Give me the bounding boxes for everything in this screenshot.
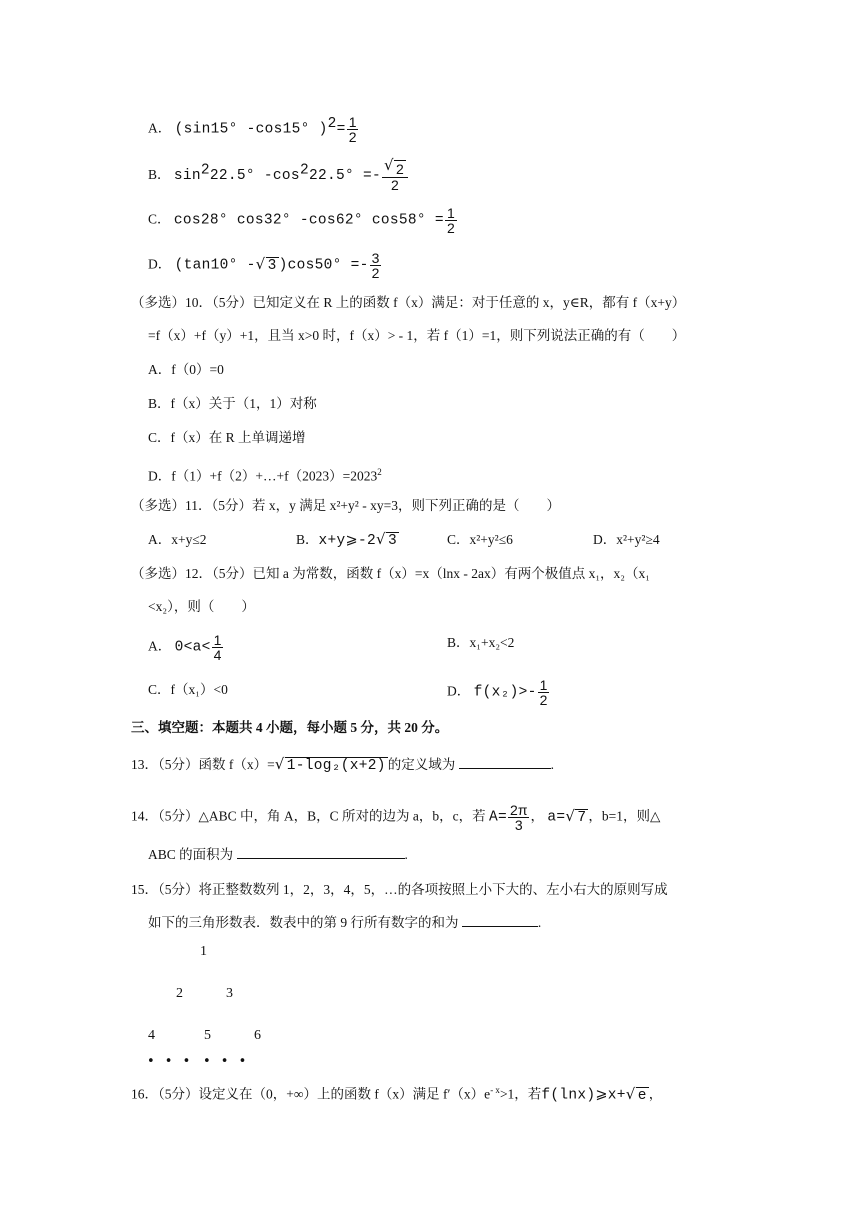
radical: √ 3 bbox=[375, 530, 397, 549]
q11-stem: （多选）11．（5分）若 x，y 满足 x²+y² - xy=3，则下列正确的是（ ） bbox=[131, 498, 560, 513]
option-label: A． bbox=[148, 120, 172, 136]
triangle-cell: 2 bbox=[176, 986, 183, 1001]
fraction bbox=[508, 803, 529, 832]
question-text: ，b=1，则△ bbox=[588, 808, 661, 824]
q15-line2 bbox=[148, 913, 541, 933]
q12-option-c: C．f（x₁）<0 bbox=[148, 682, 228, 697]
radicand: 2 bbox=[395, 161, 404, 177]
punctuation: . bbox=[537, 915, 542, 930]
punctuation: . bbox=[550, 757, 554, 772]
frac-denominator: 2 bbox=[390, 177, 399, 193]
superscript: 2 bbox=[200, 162, 210, 179]
ellipsis-dots: • • • bbox=[147, 1054, 194, 1069]
answer-blank[interactable] bbox=[459, 756, 551, 769]
question-text: 14．（5分）△ABC 中，角 A，B，C 所对的边为 a，b，c，若 bbox=[131, 808, 486, 824]
q12-stem-line2: <x₂），则（ ） bbox=[148, 599, 255, 614]
math-expr: )cos50° =- bbox=[278, 257, 369, 274]
frac-numerator: 1 bbox=[213, 632, 222, 648]
option-label: C． bbox=[148, 211, 171, 227]
frac-numerator: 1 bbox=[446, 205, 455, 221]
ellipsis-dots: • • • bbox=[203, 1054, 250, 1069]
answer-blank[interactable] bbox=[237, 846, 405, 859]
radical: √ 7 bbox=[565, 806, 587, 826]
radical: √ 1-log₂(x+2) bbox=[274, 755, 386, 774]
radical: √ 3 bbox=[255, 254, 277, 274]
q9-option-d bbox=[148, 251, 382, 280]
section-heading: 三、填空题：本题共 4 小题，每小题 5 分，共 20 分。 bbox=[131, 720, 449, 735]
math-expr: sin bbox=[173, 168, 201, 185]
frac-numerator: 1 bbox=[539, 677, 548, 693]
q14-line2 bbox=[148, 845, 408, 865]
q9-option-a bbox=[148, 114, 359, 144]
math-expr: = bbox=[336, 121, 346, 138]
punctuation: ， bbox=[648, 1086, 663, 1102]
punctuation: . bbox=[404, 847, 408, 862]
q12-option-b: B．x₁+x₂<2 bbox=[447, 635, 515, 650]
triangle-cell: 6 bbox=[254, 1028, 261, 1043]
math-expr: f(lnx)⩾x+ bbox=[541, 1087, 626, 1104]
math-expr: x+y⩾-2 bbox=[318, 533, 376, 549]
fraction bbox=[382, 156, 408, 193]
fraction bbox=[347, 115, 359, 144]
radicand: 7 bbox=[577, 809, 587, 826]
math-expr: (tan10° - bbox=[174, 257, 256, 274]
frac-numerator: 1 bbox=[348, 113, 357, 130]
q11-option-c: C．x²+y²≤6 bbox=[447, 532, 513, 547]
option-label: B． bbox=[148, 167, 171, 183]
superscript: 2 bbox=[377, 467, 382, 477]
q10-option-a: A．f（0）=0 bbox=[148, 362, 224, 377]
question-text: 16．（5分）设定义在（0，+∞）上的函数 f（x）满足 f′（x）e bbox=[131, 1086, 491, 1102]
answer-blank[interactable] bbox=[462, 914, 538, 927]
q10-option-b: B．f（x）关于（1，1）对称 bbox=[148, 396, 317, 411]
q10-stem-line1: （多选）10．（5分）已知定义在 R 上的函数 f（x）满足：对于任意的 x，y∈R，都有 f（x+y） bbox=[131, 295, 686, 310]
superscript: 2 bbox=[299, 162, 309, 179]
option-label: B． bbox=[296, 532, 319, 547]
q9-option-b bbox=[148, 156, 409, 193]
question-text: 如下的三角形数表．数表中的第 9 行所有数字的和为 bbox=[148, 915, 459, 930]
fraction bbox=[212, 633, 224, 662]
math-expr: A= bbox=[489, 809, 508, 826]
math-expr: 22.5° -cos bbox=[209, 168, 300, 185]
punctuation: ， bbox=[530, 808, 544, 824]
triangle-cell: 5 bbox=[204, 1028, 211, 1043]
option-label: D． bbox=[148, 256, 172, 272]
question-text: >1，若 bbox=[499, 1086, 542, 1102]
math-expr: a= bbox=[547, 809, 566, 826]
q15-line1: 15．（5分）将正整数数列 1，2，3，4，5，…的各项按照上小下大的、左小右大的原则写成 bbox=[131, 882, 668, 897]
triangle-cell: 1 bbox=[200, 944, 207, 959]
frac-denominator: 3 bbox=[514, 817, 523, 833]
radicand: 3 bbox=[387, 533, 397, 549]
frac-numerator: √ 2 bbox=[382, 160, 408, 178]
math-expr: f(x₂)>- bbox=[473, 684, 537, 701]
q12-option-a bbox=[148, 633, 224, 662]
question-text: ABC 的面积为 bbox=[148, 847, 234, 862]
fraction bbox=[370, 251, 382, 280]
option-label: D． bbox=[447, 683, 471, 699]
math-expr: cos28° cos32° -cos62° cos58° = bbox=[173, 212, 444, 229]
fraction bbox=[445, 206, 457, 235]
q11-option-d: D．x²+y²≥4 bbox=[593, 532, 660, 547]
triangle-cell: 3 bbox=[226, 986, 233, 1001]
frac-denominator: 2 bbox=[348, 128, 357, 145]
superscript: - x bbox=[490, 1085, 500, 1095]
radicand: 3 bbox=[267, 257, 277, 274]
question-text: 13．（5分）函数 f（x）= bbox=[131, 757, 275, 772]
fraction bbox=[538, 678, 550, 707]
q10-option-c: C．f（x）在 R 上单调递增 bbox=[148, 430, 306, 445]
frac-numerator: 2π bbox=[510, 802, 528, 818]
superscript: 2 bbox=[327, 116, 337, 132]
q16 bbox=[131, 1080, 662, 1106]
frac-denominator: 2 bbox=[446, 220, 455, 236]
frac-denominator: 2 bbox=[371, 265, 380, 281]
radicand: e bbox=[637, 1087, 647, 1104]
q9-option-c bbox=[148, 206, 458, 235]
q11-option-b bbox=[296, 530, 399, 551]
q11-option-a: A．x+y≤2 bbox=[148, 532, 207, 547]
radicand: 1-log₂(x+2) bbox=[286, 758, 386, 774]
triangle-cell: 4 bbox=[148, 1028, 155, 1043]
radical: √ e bbox=[625, 1084, 647, 1104]
q13 bbox=[131, 755, 554, 776]
q12-stem-line1: （多选）12．（5分）已知 a 为常数，函数 f（x）=x（lnx - 2ax）有两个极值点 x₁，x₂（x₁ bbox=[131, 566, 650, 581]
math-expr: 0<a< bbox=[174, 639, 211, 656]
frac-denominator: 2 bbox=[539, 692, 548, 708]
q14-line1 bbox=[131, 803, 660, 832]
q12-option-d bbox=[447, 678, 550, 707]
frac-numerator: 3 bbox=[371, 250, 380, 266]
math-expr: (sin15° -cos15° ) bbox=[174, 121, 328, 138]
math-expr: 22.5° =- bbox=[308, 168, 381, 185]
option-text: D．f（1）+f（2）+…+f（2023）=2023 bbox=[148, 468, 378, 484]
frac-denominator: 4 bbox=[213, 647, 222, 663]
question-text: 的定义域为 bbox=[387, 757, 456, 772]
q10-stem-line2: =f（x）+f（y）+1，且当 x>0 时，f（x）> - 1，若 f（1）=1，则下列说法正确的有（ ） bbox=[148, 328, 686, 343]
q10-option-d bbox=[148, 462, 382, 487]
option-label: A． bbox=[148, 638, 172, 654]
